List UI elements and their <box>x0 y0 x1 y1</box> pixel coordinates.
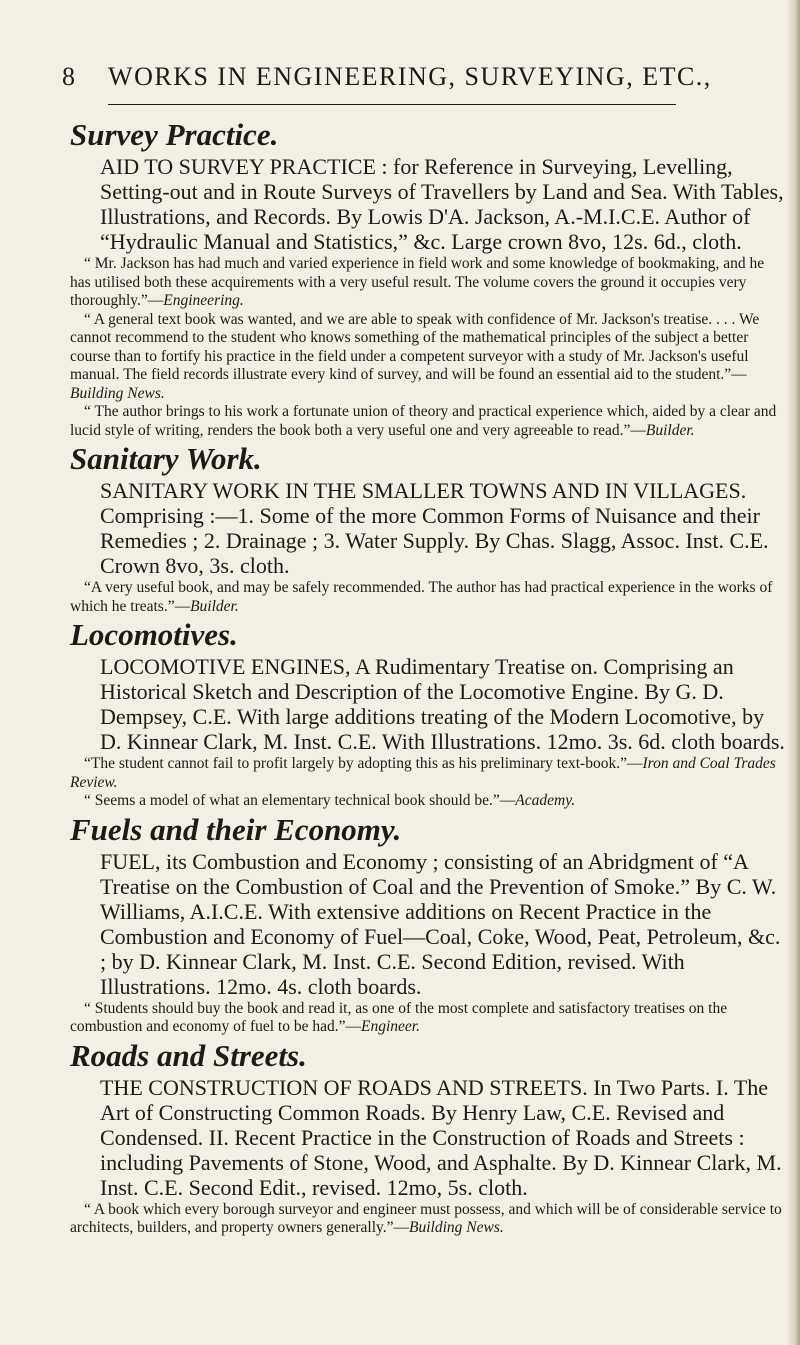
section-survey-practice <box>70 116 788 440</box>
section-heading: Locomotives. <box>70 617 238 652</box>
section-heading: Sanitary Work. <box>70 441 262 476</box>
section-locomotives <box>70 616 788 811</box>
review-quote: “ Students should buy the book and read it, as one of the most complete and satisfactory treatises on the combustion and economy of fuel to be had.”—Engineer. <box>70 999 728 1035</box>
section-heading: Roads and Streets. <box>70 1037 307 1073</box>
review-quote: “ A book which every borough surveyor and engineer must possess, and which will be of considerable service to architects, builders, and property owners generally.”—Building News. <box>70 1200 782 1236</box>
section-heading: Fuels and their Economy. <box>70 811 402 847</box>
book-entry: FUEL, its Combustion and Economy ; consisting of an Abridgment of “A Treatise on the Combustion of Coal and the Prevention of Smoke.” By C. W. Williams, A.I.C.E. With extensive additions on Recent Practice in the Combustion and Economy of Fuel—Coal, Coke, Wood, Peat, Petroleum, &c. ; by D. Kinnear Clark, M. Inst. C.E. Second Edition, revised. With Illustrations. 12mo. 4s. cloth boards. <box>100 848 781 999</box>
review-quote: “ Mr. Jackson has had much and varied experience in field work and some knowledge of bookmaking, and he has utilised both these acquirements with a very useful result. The volume covers the ground it occupies very thoroughly.”—Engineering. <box>70 255 765 309</box>
book-entry: SANITARY WORK IN THE SMALLER TOWNS AND IN VILLAGES. Comprising :—1. Some of the more Common Forms of Nuisance and their Remedies ; 2. Drainage ; 3. Water Supply. By Chas. Slagg, Assoc. Inst. C.E. Crown 8vo, 3s. cloth. <box>100 478 769 578</box>
review-quote: “A very useful book, and may be safely recommended. The author has had practical experience in the works of which he treats.”—Builder. <box>70 579 773 615</box>
running-title: WORKS IN ENGINEERING, SURVEYING, ETC., <box>108 62 712 91</box>
review-quote: “ A general text book was wanted, and we are able to speak with confidence of Mr. Jackson's treatise. . . . We cannot recommend to the student who knows something of the mathematical principles of the subject a better course than to fortify his practice in the field under a competent surveyor with a study of Mr. Jackson's useful manual. The field records illustrate every kind of survey, and will be found an essential aid to the student.”—Building News. <box>70 310 760 402</box>
page-edge-shadow <box>786 0 800 1345</box>
book-entry: THE CONSTRUCTION OF ROADS AND STREETS. In Two Parts. I. The Art of Constructing Common Roads. By Henry Law, C.E. Revised and Condensed. II. Recent Practice in the Construction of Roads and Streets : including Pavements of Stone, Wood, and Asphalte. By D. Kinnear Clark, M. Inst. C.E. Second Edit., revised. 12mo, 5s. cloth. <box>100 1074 782 1200</box>
page-number: 8 <box>62 62 77 91</box>
review-quote: “The student cannot fail to profit largely by adopting this as his preliminary text-book.”—Iron and Coal Trades Review. <box>70 755 776 791</box>
book-entry: AID TO SURVEY PRACTICE : for Reference in Surveying, Levelling, Setting-out and in Route Surveys of Travellers by Land and Sea. With Tables, Illustrations, and Records. By Lowis D'A. Jackson, A.-M.I.C.E. Author of “Hydraulic Manual and Statistics,” &c. Large crown 8vo, 12s. 6d., cloth. <box>100 154 784 254</box>
header-rule <box>108 104 676 105</box>
review-quote: “ Seems a model of what an elementary technical book should be.”—Academy. <box>84 792 576 809</box>
section-sanitary-work <box>70 440 788 616</box>
book-entry: LOCOMOTIVE ENGINES, A Rudimentary Treatise on. Comprising an Historical Sketch and Description of the Locomotive Engine. By G. D. Dempsey, C.E. With large additions treating of the Modern Locomotive, by D. Kinnear Clark, M. Inst. C.E. With Illustrations. 12mo. 3s. 6d. cloth boards. <box>100 654 785 754</box>
page-header <box>62 62 712 92</box>
review-quote: “ The author brings to his work a fortunate union of theory and practical experience which, aided by a clear and lucid style of writing, renders the book both a very useful one and very agreeable to read.”—Builder. <box>70 403 777 439</box>
catalogue-content <box>70 108 788 1238</box>
section-heading: Survey Practice. <box>70 117 279 152</box>
section-fuels <box>70 811 788 1037</box>
section-roads-and-streets <box>70 1037 788 1238</box>
